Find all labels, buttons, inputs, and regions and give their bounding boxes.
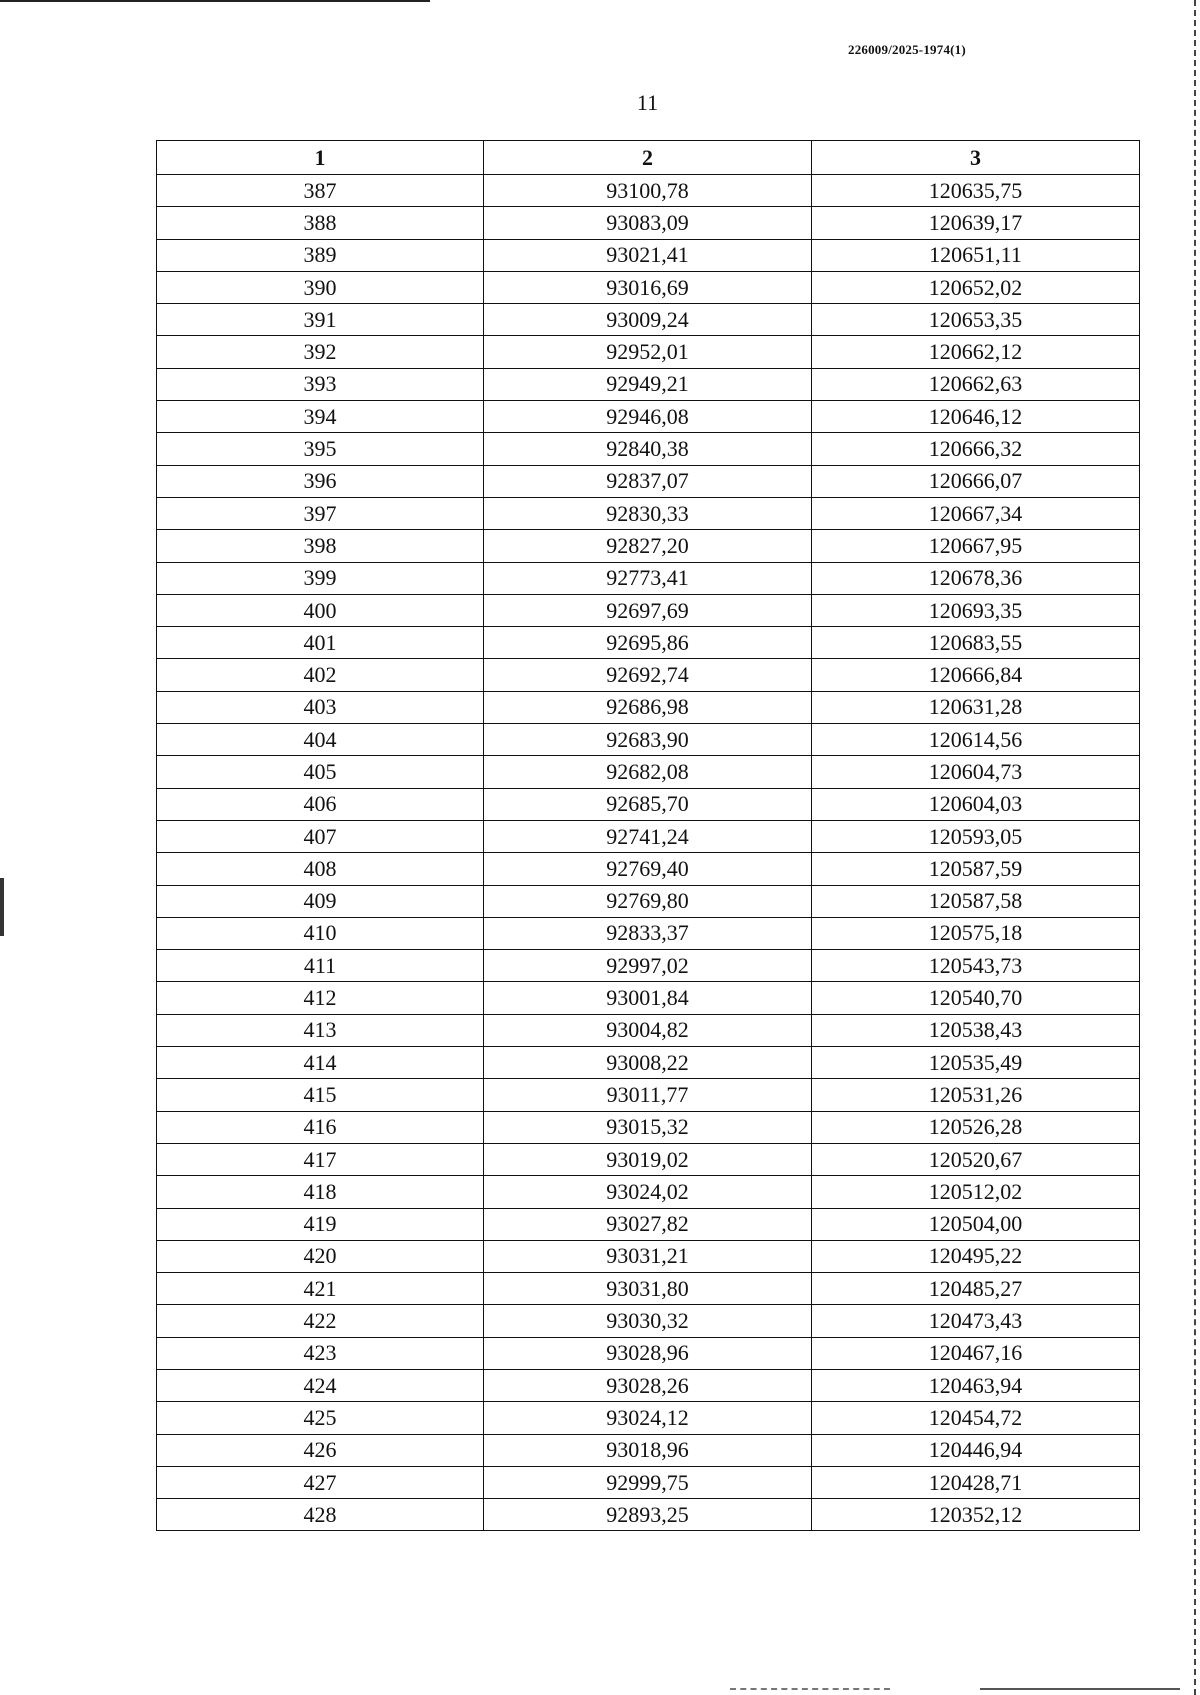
point-number-cell: 402 <box>157 659 484 691</box>
y-coordinate-cell: 120485,27 <box>812 1273 1140 1305</box>
point-number-cell: 401 <box>157 627 484 659</box>
scan-bottom-mark <box>730 1688 890 1693</box>
table-row <box>157 401 1140 433</box>
x-coordinate-cell: 93001,84 <box>484 982 812 1014</box>
x-coordinate-cell: 92769,40 <box>484 853 812 885</box>
x-coordinate-cell: 92697,69 <box>484 594 812 626</box>
table-row <box>157 853 1140 885</box>
point-number-cell: 414 <box>157 1047 484 1079</box>
coordinates-table <box>156 140 1140 1531</box>
y-coordinate-cell: 120593,05 <box>812 820 1140 852</box>
table-body <box>157 175 1140 1531</box>
x-coordinate-cell: 93024,02 <box>484 1176 812 1208</box>
point-number-cell: 396 <box>157 465 484 497</box>
y-coordinate-cell: 120520,67 <box>812 1143 1140 1175</box>
table-header-row <box>157 141 1140 175</box>
table-row <box>157 175 1140 207</box>
y-coordinate-cell: 120473,43 <box>812 1305 1140 1337</box>
x-coordinate-cell: 93018,96 <box>484 1434 812 1466</box>
y-coordinate-cell: 120653,35 <box>812 304 1140 336</box>
y-coordinate-cell: 120495,22 <box>812 1240 1140 1272</box>
point-number-cell: 419 <box>157 1208 484 1240</box>
x-coordinate-cell: 92769,80 <box>484 885 812 917</box>
y-coordinate-cell: 120428,71 <box>812 1466 1140 1498</box>
x-coordinate-cell: 92685,70 <box>484 788 812 820</box>
x-coordinate-cell: 92683,90 <box>484 724 812 756</box>
point-number-cell: 412 <box>157 982 484 1014</box>
point-number-cell: 409 <box>157 885 484 917</box>
y-coordinate-cell: 120651,11 <box>812 239 1140 271</box>
x-coordinate-cell: 93031,21 <box>484 1240 812 1272</box>
table-row <box>157 239 1140 271</box>
table-row <box>157 724 1140 756</box>
x-coordinate-cell: 93028,96 <box>484 1337 812 1369</box>
x-coordinate-cell: 93027,82 <box>484 1208 812 1240</box>
y-coordinate-cell: 120635,75 <box>812 175 1140 207</box>
x-coordinate-cell: 92692,74 <box>484 659 812 691</box>
column-header-1: 1 <box>157 141 484 175</box>
point-number-cell: 425 <box>157 1402 484 1434</box>
y-coordinate-cell: 120467,16 <box>812 1337 1140 1369</box>
table-row <box>157 1047 1140 1079</box>
y-coordinate-cell: 120587,59 <box>812 853 1140 885</box>
table-row <box>157 627 1140 659</box>
point-number-cell: 426 <box>157 1434 484 1466</box>
point-number-cell: 388 <box>157 207 484 239</box>
table-row <box>157 594 1140 626</box>
table-row <box>157 1014 1140 1046</box>
y-coordinate-cell: 120538,43 <box>812 1014 1140 1046</box>
column-header-3: 3 <box>812 141 1140 175</box>
table-row <box>157 1273 1140 1305</box>
x-coordinate-cell: 93031,80 <box>484 1273 812 1305</box>
table-row <box>157 530 1140 562</box>
x-coordinate-cell: 93015,32 <box>484 1111 812 1143</box>
table-row <box>157 433 1140 465</box>
table-row <box>157 982 1140 1014</box>
x-coordinate-cell: 92686,98 <box>484 691 812 723</box>
y-coordinate-cell: 120646,12 <box>812 401 1140 433</box>
x-coordinate-cell: 92999,75 <box>484 1466 812 1498</box>
point-number-cell: 428 <box>157 1499 484 1531</box>
x-coordinate-cell: 93100,78 <box>484 175 812 207</box>
x-coordinate-cell: 92741,24 <box>484 820 812 852</box>
point-number-cell: 404 <box>157 724 484 756</box>
x-coordinate-cell: 92952,01 <box>484 336 812 368</box>
table-row <box>157 1369 1140 1401</box>
point-number-cell: 391 <box>157 304 484 336</box>
y-coordinate-cell: 120531,26 <box>812 1079 1140 1111</box>
table-row <box>157 1466 1140 1498</box>
y-coordinate-cell: 120666,32 <box>812 433 1140 465</box>
y-coordinate-cell: 120614,56 <box>812 724 1140 756</box>
x-coordinate-cell: 92827,20 <box>484 530 812 562</box>
x-coordinate-cell: 92840,38 <box>484 433 812 465</box>
y-coordinate-cell: 120639,17 <box>812 207 1140 239</box>
point-number-cell: 393 <box>157 368 484 400</box>
y-coordinate-cell: 120693,35 <box>812 594 1140 626</box>
point-number-cell: 410 <box>157 917 484 949</box>
table-row <box>157 1337 1140 1369</box>
y-coordinate-cell: 120463,94 <box>812 1369 1140 1401</box>
point-number-cell: 397 <box>157 497 484 529</box>
table-row <box>157 497 1140 529</box>
point-number-cell: 413 <box>157 1014 484 1046</box>
table-row <box>157 368 1140 400</box>
table-row <box>157 1079 1140 1111</box>
y-coordinate-cell: 120667,95 <box>812 530 1140 562</box>
x-coordinate-cell: 92682,08 <box>484 756 812 788</box>
table-row <box>157 950 1140 982</box>
table-row <box>157 788 1140 820</box>
point-number-cell: 387 <box>157 175 484 207</box>
table-row <box>157 691 1140 723</box>
page-number: 11 <box>636 90 659 115</box>
table-row <box>157 1143 1140 1175</box>
point-number-cell: 407 <box>157 820 484 852</box>
x-coordinate-cell: 93083,09 <box>484 207 812 239</box>
point-number-cell: 395 <box>157 433 484 465</box>
y-coordinate-cell: 120454,72 <box>812 1402 1140 1434</box>
table-row <box>157 1111 1140 1143</box>
x-coordinate-cell: 93028,26 <box>484 1369 812 1401</box>
y-coordinate-cell: 120540,70 <box>812 982 1140 1014</box>
table-row <box>157 1208 1140 1240</box>
scan-bottom-line <box>980 1688 1180 1690</box>
point-number-cell: 418 <box>157 1176 484 1208</box>
point-number-cell: 416 <box>157 1111 484 1143</box>
point-number-cell: 415 <box>157 1079 484 1111</box>
x-coordinate-cell: 93016,69 <box>484 271 812 303</box>
y-coordinate-cell: 120535,49 <box>812 1047 1140 1079</box>
x-coordinate-cell: 93024,12 <box>484 1402 812 1434</box>
table-row <box>157 304 1140 336</box>
point-number-cell: 392 <box>157 336 484 368</box>
x-coordinate-cell: 92773,41 <box>484 562 812 594</box>
point-number-cell: 394 <box>157 401 484 433</box>
point-number-cell: 423 <box>157 1337 484 1369</box>
table-row <box>157 271 1140 303</box>
column-header-2: 2 <box>484 141 812 175</box>
table-row <box>157 885 1140 917</box>
point-number-cell: 422 <box>157 1305 484 1337</box>
y-coordinate-cell: 120667,34 <box>812 497 1140 529</box>
x-coordinate-cell: 92997,02 <box>484 950 812 982</box>
point-number-cell: 389 <box>157 239 484 271</box>
point-number-cell: 421 <box>157 1273 484 1305</box>
y-coordinate-cell: 120526,28 <box>812 1111 1140 1143</box>
point-number-cell: 399 <box>157 562 484 594</box>
table-row <box>157 207 1140 239</box>
y-coordinate-cell: 120666,07 <box>812 465 1140 497</box>
y-coordinate-cell: 120446,94 <box>812 1434 1140 1466</box>
scan-top-border <box>0 0 430 2</box>
y-coordinate-cell: 120683,55 <box>812 627 1140 659</box>
y-coordinate-cell: 120678,36 <box>812 562 1140 594</box>
x-coordinate-cell: 92833,37 <box>484 917 812 949</box>
point-number-cell: 406 <box>157 788 484 820</box>
scan-right-edge <box>1194 0 1196 1695</box>
point-number-cell: 411 <box>157 950 484 982</box>
x-coordinate-cell: 92837,07 <box>484 465 812 497</box>
x-coordinate-cell: 92695,86 <box>484 627 812 659</box>
table-row <box>157 465 1140 497</box>
point-number-cell: 405 <box>157 756 484 788</box>
point-number-cell: 400 <box>157 594 484 626</box>
x-coordinate-cell: 93019,02 <box>484 1143 812 1175</box>
scan-left-mark <box>0 878 4 936</box>
point-number-cell: 424 <box>157 1369 484 1401</box>
table-row <box>157 820 1140 852</box>
table-row <box>157 1499 1140 1531</box>
x-coordinate-cell: 93008,22 <box>484 1047 812 1079</box>
table-row <box>157 756 1140 788</box>
y-coordinate-cell: 120504,00 <box>812 1208 1140 1240</box>
table-row <box>157 917 1140 949</box>
table-row <box>157 562 1140 594</box>
y-coordinate-cell: 120662,63 <box>812 368 1140 400</box>
document-number: 226009/2025-1974(1) <box>848 42 966 57</box>
y-coordinate-cell: 120652,02 <box>812 271 1140 303</box>
y-coordinate-cell: 120352,12 <box>812 1499 1140 1531</box>
table-row <box>157 1240 1140 1272</box>
table-row <box>157 336 1140 368</box>
y-coordinate-cell: 120604,73 <box>812 756 1140 788</box>
point-number-cell: 420 <box>157 1240 484 1272</box>
x-coordinate-cell: 92949,21 <box>484 368 812 400</box>
y-coordinate-cell: 120662,12 <box>812 336 1140 368</box>
y-coordinate-cell: 120666,84 <box>812 659 1140 691</box>
y-coordinate-cell: 120604,03 <box>812 788 1140 820</box>
x-coordinate-cell: 93004,82 <box>484 1014 812 1046</box>
table-row <box>157 659 1140 691</box>
table-row <box>157 1305 1140 1337</box>
y-coordinate-cell: 120587,58 <box>812 885 1140 917</box>
point-number-cell: 390 <box>157 271 484 303</box>
coordinates-table-container <box>156 140 1139 1531</box>
y-coordinate-cell: 120543,73 <box>812 950 1140 982</box>
point-number-cell: 403 <box>157 691 484 723</box>
table-row <box>157 1176 1140 1208</box>
y-coordinate-cell: 120575,18 <box>812 917 1140 949</box>
x-coordinate-cell: 93009,24 <box>484 304 812 336</box>
x-coordinate-cell: 92946,08 <box>484 401 812 433</box>
point-number-cell: 417 <box>157 1143 484 1175</box>
table-row <box>157 1434 1140 1466</box>
point-number-cell: 408 <box>157 853 484 885</box>
x-coordinate-cell: 93030,32 <box>484 1305 812 1337</box>
point-number-cell: 427 <box>157 1466 484 1498</box>
x-coordinate-cell: 93021,41 <box>484 239 812 271</box>
y-coordinate-cell: 120631,28 <box>812 691 1140 723</box>
table-row <box>157 1402 1140 1434</box>
x-coordinate-cell: 92830,33 <box>484 497 812 529</box>
y-coordinate-cell: 120512,02 <box>812 1176 1140 1208</box>
x-coordinate-cell: 92893,25 <box>484 1499 812 1531</box>
point-number-cell: 398 <box>157 530 484 562</box>
x-coordinate-cell: 93011,77 <box>484 1079 812 1111</box>
